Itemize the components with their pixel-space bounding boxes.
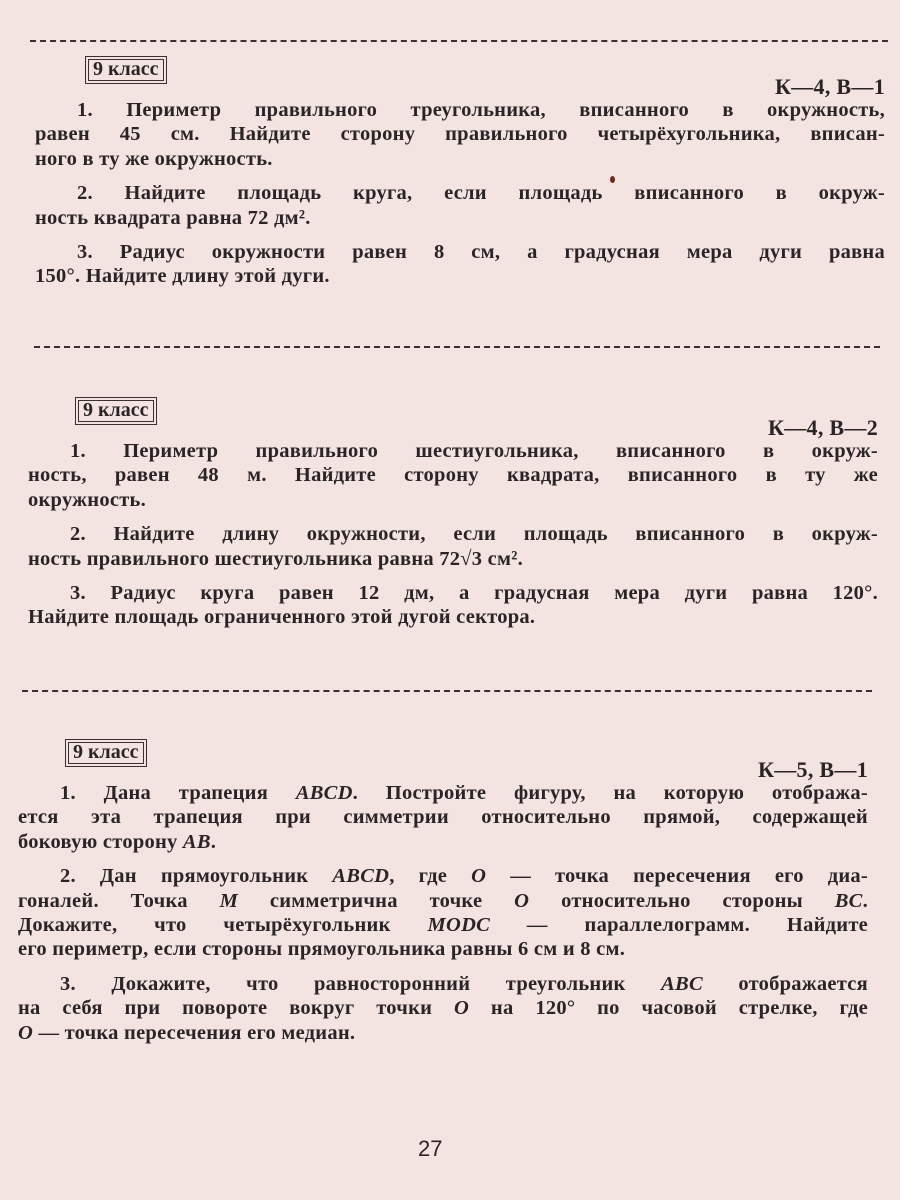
variant-code: К—5, В—1 bbox=[757, 757, 868, 782]
problem-3 bbox=[18, 972, 868, 1045]
math-variable: O bbox=[514, 889, 530, 912]
text-segment: . bbox=[210, 830, 217, 853]
problem-text-line bbox=[18, 913, 868, 937]
text-segment: — параллелограмм. Найдите bbox=[490, 913, 868, 936]
problem-1 bbox=[35, 98, 885, 171]
problem-text-line bbox=[18, 937, 868, 961]
problem-text-line bbox=[28, 581, 878, 605]
text-segment: гоналей. Точка bbox=[18, 889, 220, 912]
text-segment: 1. Дана трапеция bbox=[60, 782, 296, 804]
problem-text-line bbox=[18, 972, 868, 996]
problem-text-line bbox=[28, 605, 878, 629]
math-variable: O bbox=[471, 865, 487, 888]
text-segment: 2. Найдите длину окружности, если площадь вписанного в окруж- bbox=[70, 523, 878, 546]
math-variable: MODC bbox=[427, 913, 491, 936]
grade-badge: 9 класс bbox=[65, 739, 147, 767]
grade-badge: 9 класс bbox=[75, 397, 157, 425]
text-segment: 2. Найдите площадь круга, если площадь вписанного в окруж- bbox=[77, 182, 885, 205]
problem-2 bbox=[18, 864, 868, 962]
text-segment: 3. Докажите, что равносторонний треугольник bbox=[60, 972, 662, 995]
problem-text-line bbox=[18, 781, 868, 805]
text-segment: на 120° по часовой стрелке, где bbox=[469, 997, 869, 1020]
math-variable: BC bbox=[834, 889, 863, 912]
problem-text-line bbox=[35, 264, 885, 288]
math-variable: AB bbox=[182, 830, 211, 853]
text-segment: ность, равен 48 м. Найдите сторону квадрата, вписанного в ту же bbox=[28, 464, 878, 487]
math-variable: O bbox=[454, 997, 470, 1020]
problem-text-line bbox=[18, 830, 868, 854]
text-segment: . Постройте фигуру, на которую отобража- bbox=[352, 782, 868, 804]
problem-text-line bbox=[28, 463, 878, 487]
text-segment: на себя при повороте вокруг точки bbox=[18, 997, 455, 1020]
problem-1 bbox=[18, 781, 868, 854]
text-segment: 3. Радиус окружности равен 8 см, а градусная мера дуги равна bbox=[77, 240, 885, 263]
math-variable: ABCD bbox=[295, 782, 353, 804]
text-segment: 1. Периметр правильного шестиугольника, вписанного в окруж- bbox=[70, 440, 878, 462]
text-segment: Докажите, что четырёхугольник bbox=[18, 913, 428, 936]
text-segment: 3. Радиус круга равен 12 дм, а градусная мера дуги равна 120°. bbox=[70, 581, 878, 604]
problem-text-line bbox=[35, 98, 885, 122]
cut-line-2 bbox=[34, 346, 880, 348]
problem-text-line bbox=[28, 522, 878, 546]
problem-text-line bbox=[18, 889, 868, 913]
text-segment: ется эта трапеция при симметрии относительно прямой, содержащей bbox=[18, 806, 868, 829]
problem-text-line bbox=[35, 240, 885, 264]
text-segment: окружность. bbox=[28, 488, 146, 511]
problem-3 bbox=[28, 581, 878, 630]
text-segment: . bbox=[862, 889, 868, 912]
problem-text-line bbox=[35, 181, 885, 205]
text-segment: отображается bbox=[702, 972, 868, 995]
text-segment: ность правильного шестиугольника равна 72√3 см². bbox=[28, 547, 523, 570]
text-segment: относительно стороны bbox=[529, 889, 835, 912]
text-segment: — точка пересечения его медиан. bbox=[33, 1021, 356, 1044]
problem-text-line bbox=[35, 147, 885, 171]
problem-text-line bbox=[35, 122, 885, 146]
text-segment: 1. Периметр правильного треугольника, вписанного в окружность, bbox=[77, 99, 885, 121]
math-variable: M bbox=[219, 889, 239, 912]
text-segment: 150°. Найдите длину этой дуги. bbox=[35, 265, 330, 288]
problem-2 bbox=[35, 181, 885, 230]
grade-badge: 9 класс bbox=[85, 56, 167, 84]
text-segment: , где bbox=[389, 865, 472, 888]
cut-line-3 bbox=[22, 690, 872, 692]
text-segment: равен 45 см. Найдите сторону правильного четырёхугольника, вписан- bbox=[35, 123, 885, 146]
math-variable: O bbox=[18, 1021, 34, 1044]
problems-list bbox=[18, 781, 868, 1055]
problem-2 bbox=[28, 522, 878, 571]
text-segment: Найдите площадь ограниченного этой дугой сектора. bbox=[28, 606, 536, 629]
text-segment: симметрична точке bbox=[238, 889, 515, 912]
problem-text-line bbox=[18, 864, 868, 888]
problems-list bbox=[35, 98, 885, 299]
text-segment: ность квадрата равна 72 дм². bbox=[35, 206, 311, 229]
problem-text-line bbox=[18, 996, 868, 1020]
problem-text-line bbox=[35, 206, 885, 230]
problem-3 bbox=[35, 240, 885, 289]
text-segment: — точка пересечения его диа- bbox=[486, 865, 868, 888]
text-segment: ного в ту же окружность. bbox=[35, 147, 273, 170]
page-number: 27 bbox=[418, 1136, 443, 1161]
math-variable: ABCD bbox=[332, 865, 390, 888]
variant-code: К—4, В—2 bbox=[767, 415, 878, 440]
text-segment: его периметр, если стороны прямоугольника равны 6 см и 8 см. bbox=[18, 938, 626, 961]
math-variable: ABC bbox=[661, 972, 703, 995]
problem-text-line bbox=[28, 439, 878, 463]
text-segment: 2. Дан прямоугольник bbox=[60, 865, 333, 888]
problems-list bbox=[28, 439, 878, 640]
cut-line-1 bbox=[30, 40, 888, 42]
problem-text-line bbox=[18, 805, 868, 829]
problem-1 bbox=[28, 439, 878, 512]
text-segment: боковую сторону bbox=[18, 830, 183, 853]
problem-text-line bbox=[18, 1021, 868, 1045]
variant-code: К—4, В—1 bbox=[774, 74, 885, 99]
problem-text-line bbox=[28, 547, 878, 571]
problem-text-line bbox=[28, 488, 878, 512]
